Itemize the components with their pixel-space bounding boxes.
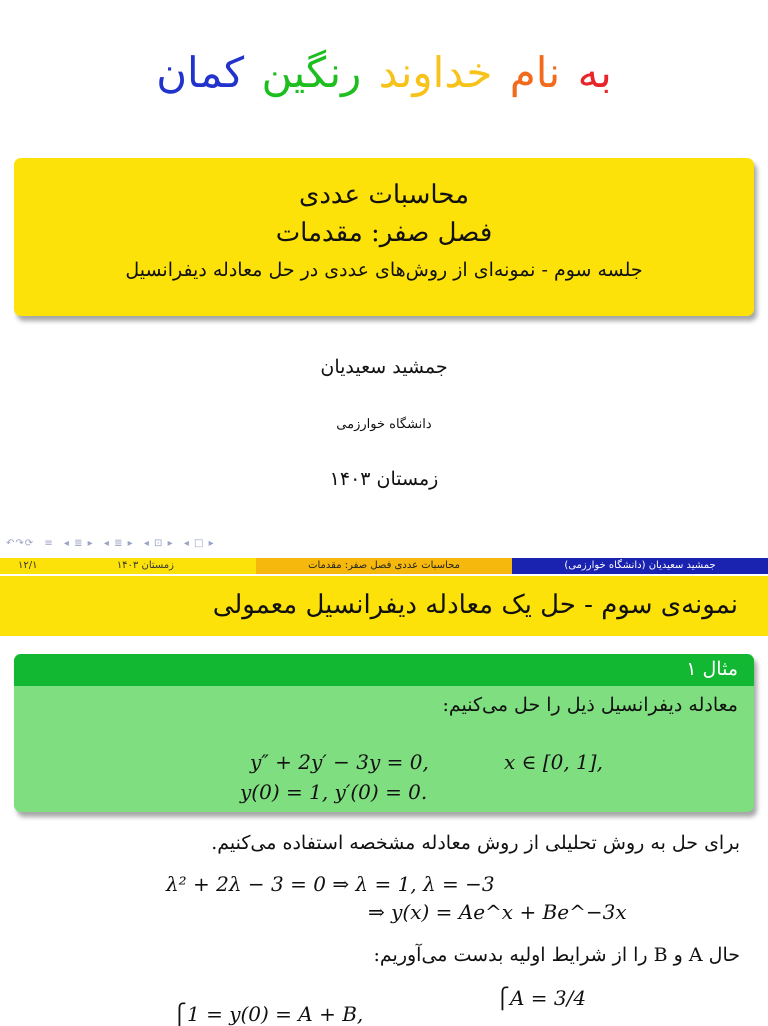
frame-title-bar xyxy=(0,576,768,636)
nav-align-icon[interactable]: ≡ xyxy=(44,538,54,549)
institute-name: دانشگاه خوارزمی xyxy=(336,417,432,432)
frame-title: نمونه‌ی سوم - حل یک معادله دیفرانسیل معمولی xyxy=(212,590,738,620)
chapter-title: فصل صفر: مقدمات xyxy=(275,218,493,248)
page-number: ۱۲/۱ xyxy=(18,560,38,571)
nav-frame-icon[interactable]: ◂ ⊡ ▸ xyxy=(143,538,174,549)
footline-date: زمستان ۱۴۰۳ xyxy=(116,560,174,571)
course-title: محاسبات عددی xyxy=(298,180,469,210)
nav-slide-icon[interactable]: ◂ □ ▸ xyxy=(183,538,215,549)
general-solution: ⇒ y(x) = Ae^x + Be^−3x xyxy=(368,900,627,924)
initial-conditions: y(0) = 1, y′(0) = 0. xyxy=(240,780,428,804)
rainbow-title xyxy=(0,48,768,97)
footline-left xyxy=(0,558,256,574)
course-title-box xyxy=(14,158,754,316)
example-header xyxy=(14,654,754,686)
title-word-2: نام xyxy=(509,48,561,97)
presentation-date: زمستان ۱۴۰۳ xyxy=(329,468,439,490)
system-equation-left: ⎧1 = y(0) = A + B, xyxy=(172,1002,364,1026)
system-equation-right: ⎧A = 3/4 xyxy=(495,986,587,1010)
title-word-3: خداوند xyxy=(378,48,493,97)
ode-domain: x ∈ [0, 1], xyxy=(504,750,603,774)
footline-title: محاسبات عددی فصل صفر: مقدمات xyxy=(256,558,512,574)
example-label: مثال ۱ xyxy=(686,658,738,680)
nav-subsection-icon[interactable]: ◂ ≣ ▸ xyxy=(63,538,94,549)
session-subtitle: جلسه سوم - نمونه‌ای از روش‌های عددی در حل معادله دیفرانسیل xyxy=(125,259,643,281)
characteristic-equation: λ² + 2λ − 3 = 0 ⇒ λ = 1, λ = −3 xyxy=(166,872,495,896)
author-name: جمشید سعیدیان xyxy=(320,356,448,378)
example-body xyxy=(14,688,754,812)
example-intro-text: معادله دیفرانسیل ذیل را حل می‌کنیم: xyxy=(442,694,738,716)
title-word-1: به xyxy=(577,48,612,97)
title-word-5: کمان xyxy=(156,48,245,97)
nav-section-icon[interactable]: ◂ ≣ ▸ xyxy=(103,538,134,549)
example-block xyxy=(14,654,754,812)
slide-footline xyxy=(0,558,768,574)
ode-equation: y″ + 2y′ − 3y = 0, xyxy=(250,750,429,774)
beamer-navigation-bar xyxy=(6,538,221,549)
title-word-4: رنگین xyxy=(261,48,362,97)
nav-search-icon[interactable]: ↶↷⟳ xyxy=(6,538,35,549)
method-paragraph: برای حل به روش تحلیلی از روش معادله مشخصه استفاده می‌کنیم. xyxy=(211,832,740,854)
footline-author: جمشید سعیدیان (دانشگاه خوارزمی) xyxy=(512,558,768,574)
constants-paragraph: حال A و B را از شرایط اولیه بدست می‌آوریم: xyxy=(373,944,740,966)
